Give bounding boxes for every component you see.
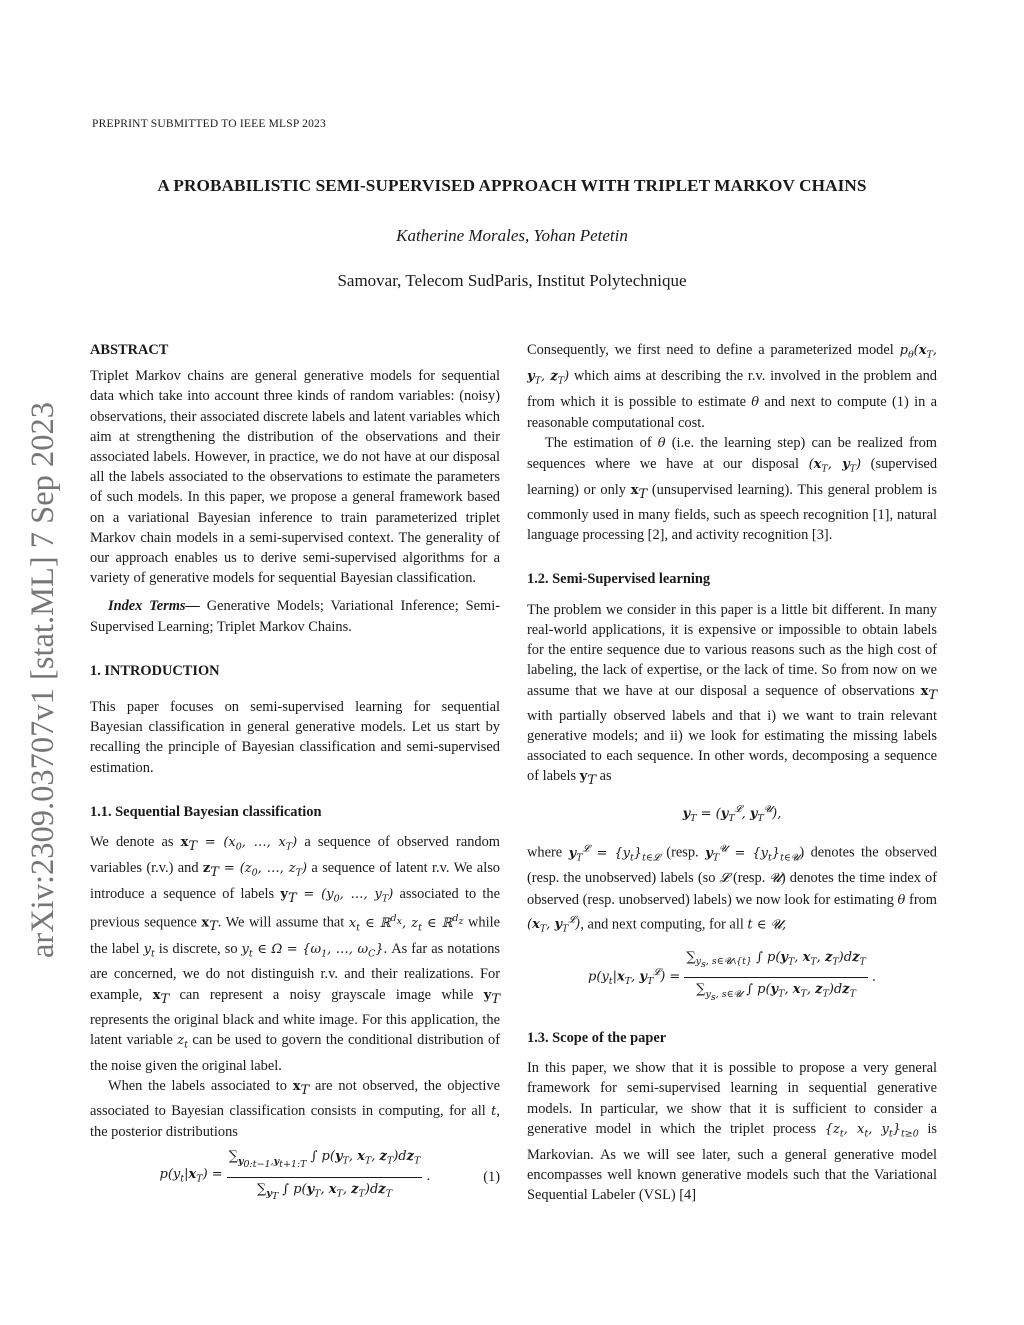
- left-column: [90, 340, 500, 1202]
- arxiv-stamp: arXiv:2309.03707v1 [stat.ML] 7 Sep 2023: [25, 401, 61, 959]
- abstract-text: Triplet Markov chains are general generative models for sequential data which take into account three kinds of random variables: (noisy) observations, their associated discrete labels and latent variables which aim at strengthening the distribution of the observations and their associated labels. However, in practice, we do not have at our disposal all the labels associated to the observations to estimate the parameters of such models. In this paper, we propose a general framework based on a variational Bayesian inference to train parameterized triplet Markov chain models in a semi-supervised context. The generality of our approach enables us to derive semi-supervised algorithms for a variety of generative models for sequential Bayesian classification.: [90, 368, 500, 587]
- section-1-1-heading: 1.1. Sequential Bayesian classification: [90, 803, 322, 820]
- section-1-2-paragraph-1: The problem we consider in this paper is a little bit different. In many real-world applications, it is expensive or impossible to obtain labels for the entire sequence due to various reasons such as the high cost of labeling, the lack of expertise, or the lack of time. So from now on we assume that we have at our disposal a sequence of observations $x_T$ with partially observed labels and that i) we want to train relevant generative models; and ii) we look for estimating the missing labels associated to each sequence. In other words, decomposing a sequence of labels $y_T$ as: [527, 601, 937, 789]
- index-terms-text: Generative Models; Variational Inference; Semi-Supervised Learning; Triplet Markov Chains.: [90, 598, 500, 635]
- equation-labels-decomposition: $y_T = (y_T^𝓛$, $y_T^𝓤$),: [682, 803, 782, 824]
- paper-authors: Katherine Morales, Yohan Petetin: [396, 226, 628, 245]
- section-1-1-paragraph-1: We denote as $x_T = (x_0$, …, $x_T$) a sequence of observed random variables (r.v.) and $z_T = (z_0$, …, $z_T$) a sequence of latent r.v. We also introduce a sequence of labels $y_T = (y_0$, …, $y_T$) associated to the previous sequence $x_T$. We will assume that $x_t$ ∈ ℝ$^{d_x}$, $z_t$ ∈ ℝ$^{d_z}$ while the label $y_t$ is discrete, so $y_t$ ∈ $\Omega = \{\omega_1$, …, $\omega_C$}. As far as notations are concerned, we do not distinguish r.v. and their realizations. For example, $x_T$ can represent a noisy grayscale image while $y_T$ represents the original black and white image. For this application, the latent variable $z_t$ can be used to govern the conditional distribution of the noise given the original label.: [90, 834, 500, 1074]
- equation-1-fraction: $\frac{\sum_{y_{0:t-1},y_{t+1:T}} \int p(y_T, x_T, z_T)dz_T}{\sum_{y_T} \int p(y_T, x_T, z_T)dz_T}$: [228, 1149, 421, 1203]
- section-1-2-heading: 1.2. Semi-Supervised learning: [527, 571, 711, 588]
- index-terms-label: Index Terms—: [108, 598, 200, 615]
- paper-title: A PROBABILISTIC SEMI-SUPERVISED APPROACH WITH TRIPLET MARKOV CHAINS: [157, 176, 867, 195]
- paper-affiliation: Samovar, Telecom SudParis, Institut Polytechnique: [337, 271, 687, 290]
- section-1-2-paragraph-2: where $y_T^𝓛 = \{y_t\}_{t\in 𝓛}$ (resp. $y_T^𝓤 = \{y_t\}_{t\in 𝓤}$) denotes the observed (resp. the unobserved) labels (so 𝓛 (resp. 𝓤) denotes the time index of observed (resp. unobserved) labels) we now look for estimating θ from ($x_T$, $y_T^𝓛$), and next computing, for all t ∈ 𝓤,: [527, 843, 937, 935]
- equation-semi-supervised-fraction: $\frac{\sum_{y_s, s\in 𝓤∖\{t\}} \int p(y_T, x_T, z_T)dz_T}{\sum_{y_s, s\in 𝓤} \int p(y_T, x_T, z_T)dz_T}$: [686, 949, 866, 1003]
- section-1-3-heading: 1.3. Scope of the paper: [527, 1029, 667, 1046]
- abstract-heading: ABSTRACT: [90, 342, 169, 358]
- equation-1-number: (1): [483, 1169, 500, 1186]
- section-1-3-paragraph-1: In this paper, we show that it is possible to propose a very general framework for semi-supervised learning in sequential generative models. In particular, we show that it is sufficient to consider a generative model in which the triplet process {$z_t$, $x_t$, $y_t\}_{t\ge 0}$ is Markovian. As we will see later, such a general generative model encompasses well known generative models such that the Variational Sequential Labeler (VSL) [4]: [527, 1060, 937, 1203]
- preprint-notice: PREPRINT SUBMITTED TO IEEE MLSP 2023: [92, 118, 326, 130]
- right-paragraph-2: The estimation of θ (i.e. the learning step) can be realized from sequences where we have at our disposal ($x_T$, $y_T$) (supervised learning) or only $x_T$ (unsupervised learning). This general problem is commonly used in many fields, such as speech recognition [1], natural language processing [2], and activity recognition [3].: [527, 435, 938, 544]
- index-terms: [90, 596, 500, 636]
- intro-heading: 1. INTRODUCTION: [90, 662, 220, 679]
- right-column: [527, 340, 937, 1205]
- right-paragraph-1: Consequently, we first need to define a parameterized model $p_\theta(x_T$, $y_T$, $z_T$) which aims at describing the r.v. involved in the problem and from which it is possible to estimate θ and next to compute (1) in a reasonable computational cost.: [527, 342, 938, 431]
- intro-paragraph: This paper focuses on semi-supervised learning for sequential Bayesian classification in general generative models. Let us start by recalling the principle of Bayesian classification and semi-supervised estimation.: [90, 699, 500, 776]
- equation-semi-supervised-posterior: $p(y_t|x_T$, $y_T^𝓛$) = $\frac{\sum_{y_s, s\in 𝓤∖\{t\}} \int p(y_T, x_T, z_T)dz_T}{\sum_{y_s, s\in 𝓤} \int p(y_T, x_T, z_T)dz_T}$ .: [527, 950, 937, 1006]
- section-1-1-paragraph-2: When the labels associated to $x_T$ are not observed, the objective associated to Bayesian classification consists in computing, for all t, the posterior distributions: [90, 1077, 500, 1141]
- equation-1: $p(y_t|x_T)$ = $\frac{\sum_{y_{0:t-1},y_{t+1:T}} \int p(y_T, x_T, z_T)dz_T}{\sum_{y_T} \int p(y_T, x_T, z_T)dz_T}$ . (1): [90, 1152, 500, 1202]
